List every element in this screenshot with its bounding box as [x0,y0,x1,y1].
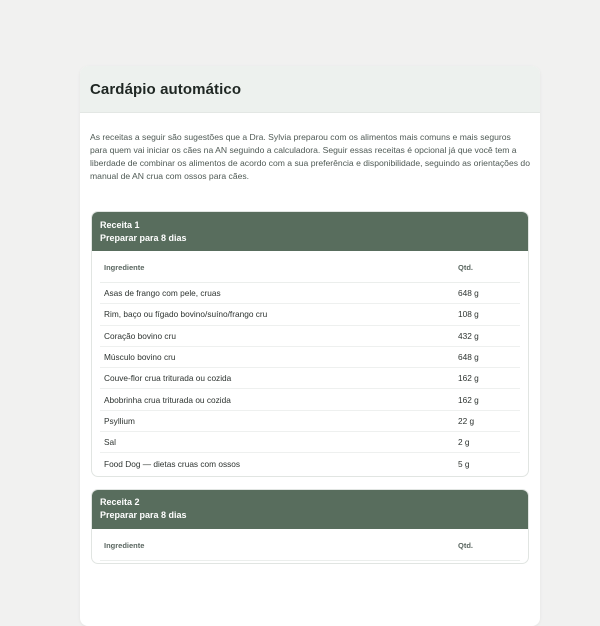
recipe-table-wrapper [92,251,528,476]
page-title: Cardápio automático [90,80,242,98]
recipe-card-1 [91,211,529,477]
ingredient-name: Sal [100,432,454,453]
ingredient-qty: 432 g [454,325,520,346]
recipe-subtitle: Preparar para 8 dias [100,232,187,243]
recipe-header [92,212,528,251]
column-header-qty: Qtd. [454,251,520,283]
ingredient-qty: 162 g [454,368,520,389]
ingredient-name: Psyllium [100,410,454,431]
ingredient-name: Couve-flor crua triturada ou cozida [100,368,454,389]
ingredient-qty: 5 g [458,458,470,469]
column-header-ingredient: Ingrediente [100,529,454,561]
ingredient-name: Abobrinha crua triturada ou cozida [100,389,454,410]
ingredient-table [100,529,520,561]
recipe-card-2 [91,489,529,564]
recipe-name: Receita 1 [100,219,140,230]
ingredient-qty: 648 g [454,346,520,367]
column-header-qty: Qtd. [454,529,520,561]
table-header-row [100,251,520,283]
ingredient-name: Coração bovino cru [100,325,454,346]
table-row [100,389,520,410]
card-header [80,66,540,113]
table-row [100,432,520,453]
ingredient-qty: 108 g [454,304,520,325]
ingredient-qty: 648 g [454,283,520,304]
ingredient-rows [100,283,520,474]
recipe-subtitle: Preparar para 8 dias [100,510,187,521]
table-row [100,346,520,367]
ingredient-name: Músculo bovino cru [100,346,454,367]
table-row [100,325,520,346]
table-row [100,453,520,474]
table-row [100,368,520,389]
ingredient-qty: 162 g [454,389,520,410]
column-header-ingredient: Ingrediente [100,251,454,283]
ingredient-name: Rim, baço ou fígado bovino/suíno/frango cru [100,304,454,325]
table-row [100,283,520,304]
recipe-name: Receita 2 [100,497,140,508]
recipe-list [80,211,540,564]
table-row [100,304,520,325]
table-row [100,410,520,431]
table-header-row [100,529,520,561]
recipe-header [92,490,528,529]
intro-paragraph: As receitas a seguir são sugestões que a Dra. Sylvia preparou com os alimentos mais comuns e mais seguros para quem vai iniciar os cães na AN seguindo a calculadora. Seguir essas receitas é opcional já que você tem a liberdade de combinar os alimentos de acordo com a sua preferência e disponibilidade, seguindo as orientações do manual de AN crua com ossos para cães. [90,132,530,181]
ingredient-qty: 2 g [454,432,520,453]
ingredient-table [100,251,520,474]
recipe-table-wrapper [92,529,528,563]
ingredient-qty: 22 g [454,410,520,431]
ingredient-name: Food Dog — dietas cruas com ossos [104,458,241,469]
ingredient-name: Asas de frango com pele, cruas [100,283,454,304]
menu-card [80,66,540,626]
